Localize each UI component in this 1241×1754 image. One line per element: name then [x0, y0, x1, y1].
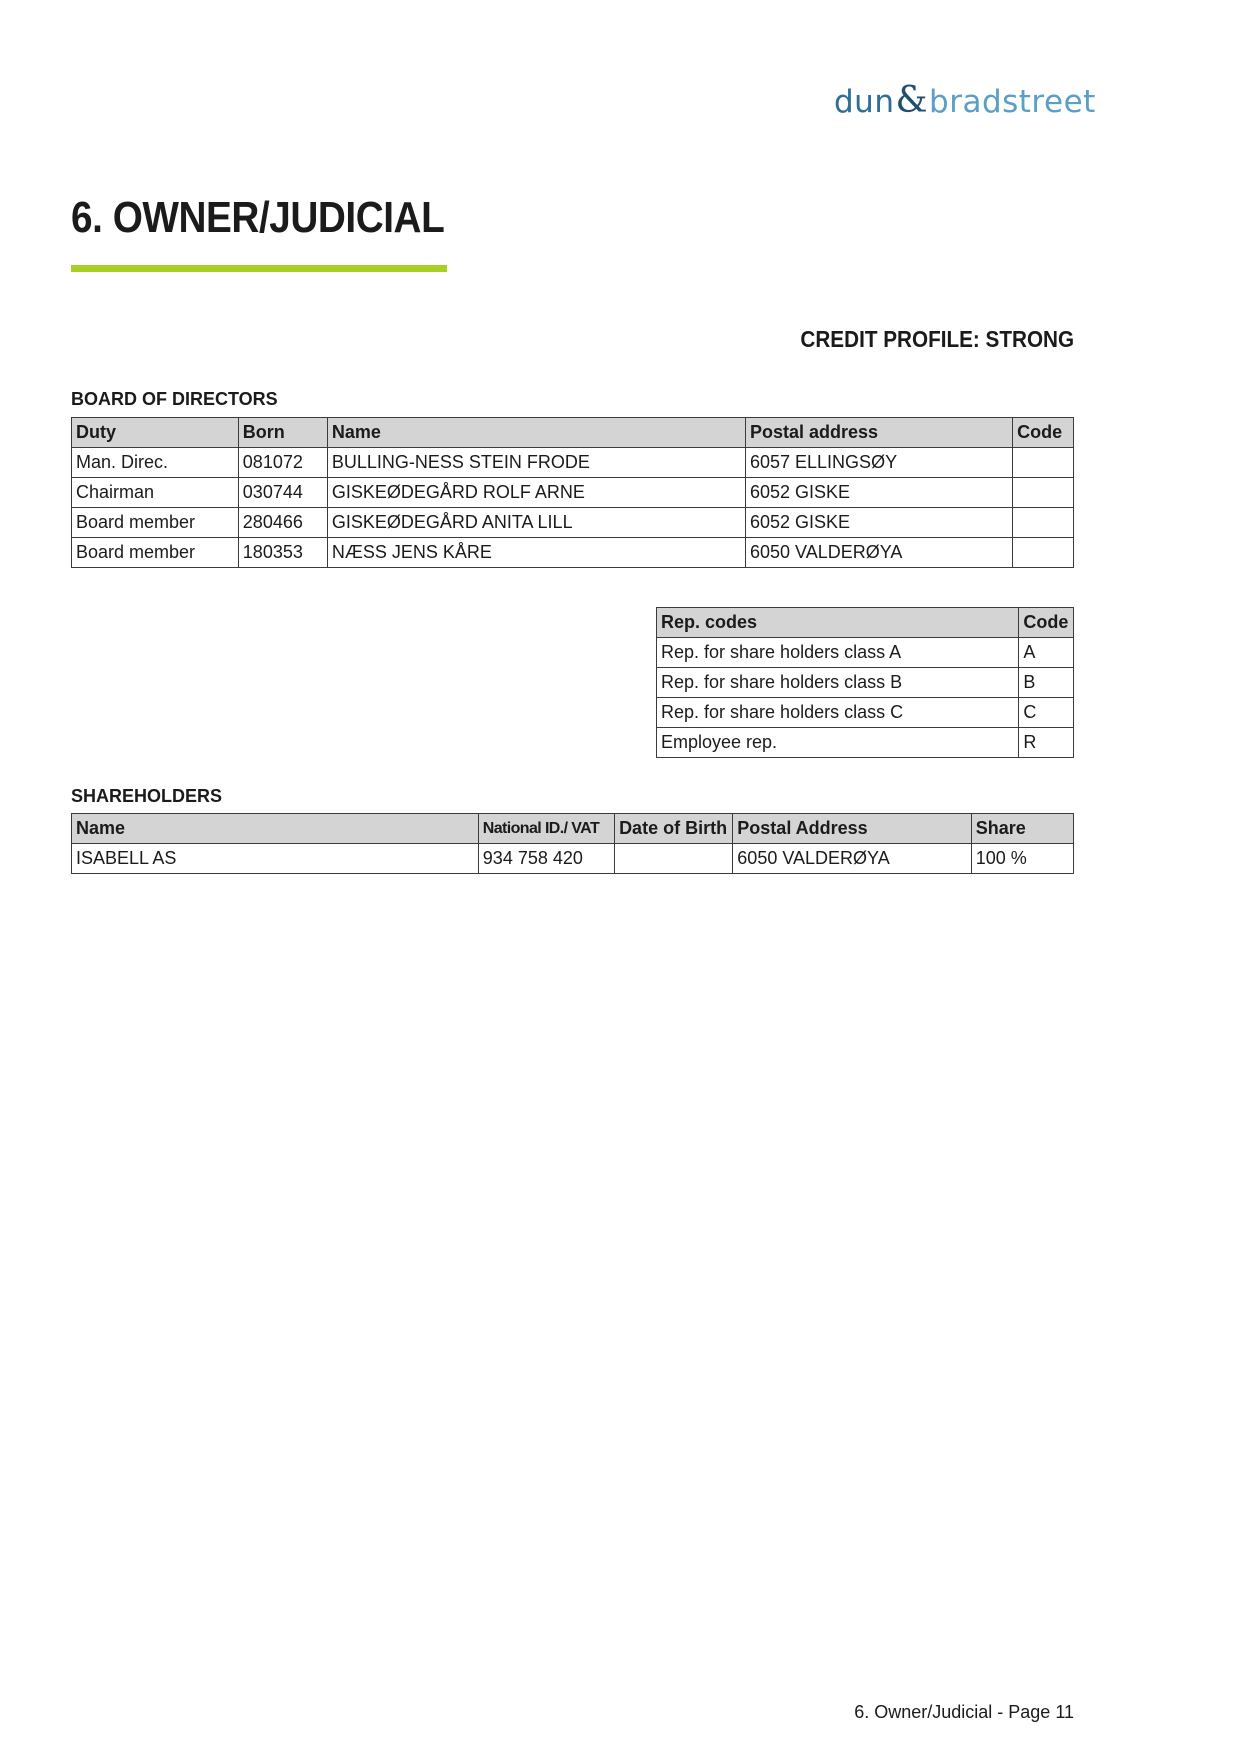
page-footer: 6. Owner/Judicial - Page 11 [854, 1702, 1074, 1722]
table-cell: R [1019, 728, 1074, 758]
table-cell: 6052 GISKE [745, 478, 1012, 508]
dun-bradstreet-logo [834, 80, 1096, 122]
table-header-row [657, 608, 1074, 638]
table-cell: Chairman [72, 478, 239, 508]
column-header: Duty [72, 418, 239, 448]
column-header: Name [327, 418, 745, 448]
table-cell: C [1019, 698, 1074, 728]
table-row [657, 638, 1074, 668]
table-cell: 6052 GISKE [745, 508, 1012, 538]
table-cell: 6050 VALDERØYA [745, 538, 1012, 568]
table-cell: Man. Direc. [72, 448, 239, 478]
table-cell: 280466 [238, 508, 327, 538]
table-row [72, 538, 1074, 568]
column-header: Born [238, 418, 327, 448]
table-row [72, 448, 1074, 478]
column-header: Share [971, 814, 1073, 844]
table-cell: Board member [72, 508, 239, 538]
logo-ampersand: & [895, 80, 929, 121]
table-cell: ISABELL AS [72, 844, 479, 874]
column-header: Postal Address [733, 814, 971, 844]
table-row [657, 668, 1074, 698]
column-header: Code [1013, 418, 1074, 448]
table-cell: 6050 VALDERØYA [733, 844, 971, 874]
credit-profile: CREDIT PROFILE: STRONG [800, 326, 1074, 352]
table-cell: Rep. for share holders class C [657, 698, 1019, 728]
table-row [657, 698, 1074, 728]
table-cell: A [1019, 638, 1074, 668]
table-cell: Board member [72, 538, 239, 568]
table-cell: GISKEØDEGÅRD ANITA LILL [327, 508, 745, 538]
logo-text-bradstreet: bradstreet [929, 84, 1096, 120]
table-cell [1013, 508, 1074, 538]
table-cell: 030744 [238, 478, 327, 508]
table-row [72, 508, 1074, 538]
table-cell [1013, 478, 1074, 508]
table-cell [615, 844, 733, 874]
table-row [72, 478, 1074, 508]
table-header-row [72, 814, 1074, 844]
table-cell [1013, 448, 1074, 478]
column-header: Code [1019, 608, 1074, 638]
column-header: Rep. codes [657, 608, 1019, 638]
table-cell: 180353 [238, 538, 327, 568]
column-header: Name [72, 814, 479, 844]
table-cell: GISKEØDEGÅRD ROLF ARNE [327, 478, 745, 508]
table-cell: Employee rep. [657, 728, 1019, 758]
table-cell: 6057 ELLINGSØY [745, 448, 1012, 478]
table-cell: BULLING-NESS STEIN FRODE [327, 448, 745, 478]
shareholders-table [71, 813, 1074, 874]
table-cell: Rep. for share holders class B [657, 668, 1019, 698]
page-title: 6. OWNER/JUDICIAL [71, 193, 445, 242]
table-row [657, 728, 1074, 758]
column-header: National ID./ VAT [478, 814, 614, 844]
board-of-directors-table [71, 417, 1074, 568]
table-row [72, 844, 1074, 874]
table-cell [1013, 538, 1074, 568]
rep-codes-table [656, 607, 1074, 758]
table-cell: Rep. for share holders class A [657, 638, 1019, 668]
table-cell: NÆSS JENS KÅRE [327, 538, 745, 568]
logo-text-dun: dun [834, 84, 895, 120]
table-cell: 934 758 420 [478, 844, 614, 874]
table-cell: B [1019, 668, 1074, 698]
column-header: Postal address [745, 418, 1012, 448]
shareholders-heading: SHAREHOLDERS [71, 786, 223, 806]
column-header: Date of Birth [615, 814, 733, 844]
table-cell: 100 % [971, 844, 1073, 874]
table-cell: 081072 [238, 448, 327, 478]
board-of-directors-heading: BOARD OF DIRECTORS [71, 389, 278, 409]
table-header-row [72, 418, 1074, 448]
title-underline [71, 265, 447, 272]
